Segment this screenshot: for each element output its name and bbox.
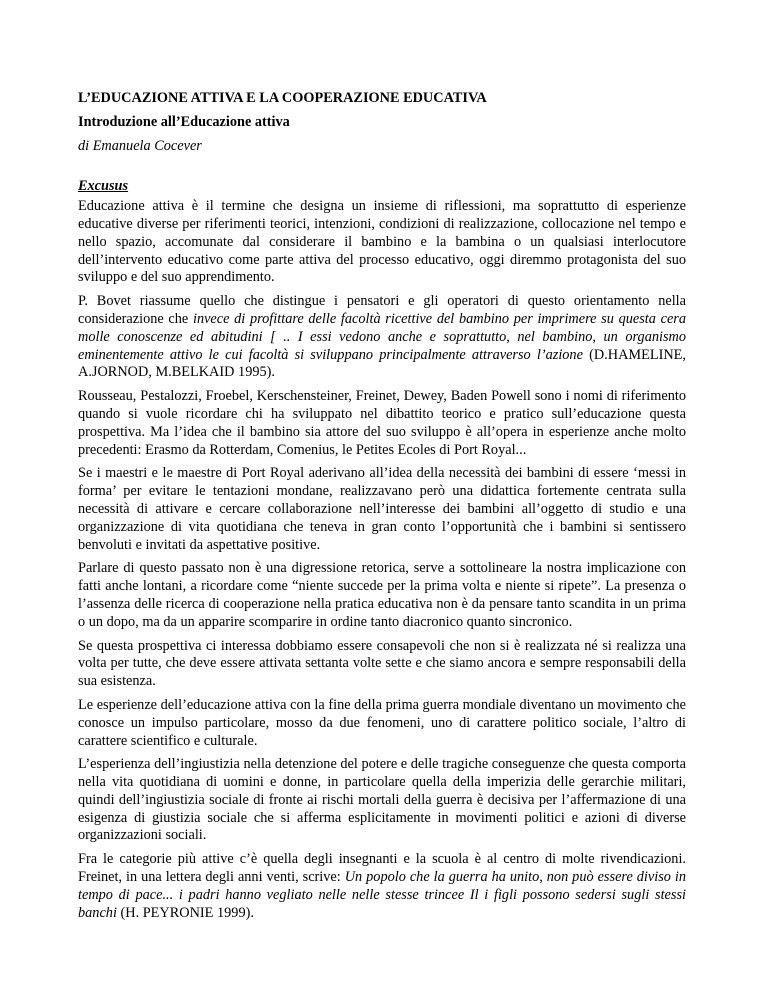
- paragraph-7: Le esperienze dell’educazione attiva con la fine della prima guerra mondiale diventano un movimento che conosce un impulso particolare, mosso da due fenomeni, uno di carattere politico sociale, l’altro di carattere scientifico e culturale.: [78, 696, 686, 749]
- paragraph-2-quote: invece di profittare delle facoltà ricettive del bambino per imprimere su questa cera molle conoscenze ed abitudini [ .. I essi vedono anche e soprattutto, nel bambino, un organismo eminentemente attivo le cui facoltà si sviluppano principalmente attraverso l’azione: [78, 310, 686, 363]
- paragraph-2-citation: (D.HAMELINE, A.JORNOD, M.BELKAID 1995).: [78, 346, 686, 381]
- paragraph-2-text: P. Bovet riassume quello che distingue i pensatori e gli operatori di questo orientamento nella considerazione che: [78, 293, 686, 327]
- author-line: di Emanuela Cocever: [78, 137, 202, 154]
- paragraph-2: [78, 293, 686, 382]
- document-title: L’EDUCAZIONE ATTIVA E LA COOPERAZIONE EDUCATIVA: [78, 90, 487, 106]
- paragraph-8: L’esperienza dell’ingiustizia nella detenzione del potere e delle tragiche conseguenze che questa comporta nella vita quotidiana di uomini e donne, in particolare quella della imperizia delle gerarchie militari, quindi dell’ingiustizia sociale di fronte ai rischi mortali della guerra è decisiva per l’affermazione di una esigenza di giustizia sociale che si afferma esplicitamente in movimenti politici e azioni di diverse organizzazioni sociali.: [78, 756, 686, 844]
- section-heading: Excusus: [78, 178, 129, 195]
- paragraph-9-text: Fra le categorie più attive c’è quella degli insegnanti e la scuola è al centro di molte rivendicazioni. Freinet, in una lettera degli anni venti, scrive:: [78, 851, 686, 886]
- paragraph-1: Educazione attiva è il termine che designa un insieme di riflessioni, ma soprattutto di esperienze educative diverse per riferimenti teorici, intenzioni, condizioni di realizzazione, collocazione nel tempo e nello spazio, accomunate dal considerare il bambino e la bambina o un qualsiasi interlocutore dell’intervento educativo come parte attiva del processo educativo, oggi diremmo protagonista del suo sviluppo e del suo apprendimento.: [78, 198, 686, 286]
- paragraph-4: Se i maestri e le maestre di Port Royal aderivano all’idea della necessità dei bambini di essere ‘messi in forma’ per evitare le tentazioni mondane, realizzavano però una didattica fortemente centrata sulla necessità di attivare e cercare collaborazione nell’interesse dei bambini all’oggetto di studio e una organizzazione di vita quotidiana che teneva in gran conto l’opportunità che i bambini si sentissero benvoluti e invitati da aspettative positive.: [78, 465, 686, 553]
- paragraph-5: Parlare di questo passato non è una digressione retorica, serve a sottolineare la nostra implicazione con fatti anche lontani, a ricordare come “niente succede per la prima volta e niente si ripete”. La presenza o l’assenza delle ricerca di cooperazione nella pratica educativa non è da pensare tanto scandita in un prima o un dopo, ma da un apparire scomparire in ordine tanto diacronico quanto sincronico.: [78, 560, 686, 630]
- document-subtitle: Introduzione all’Educazione attiva: [78, 113, 290, 130]
- paragraph-9: [78, 851, 686, 922]
- paragraph-9-citation: (H. PEYRONIE 1999).: [116, 904, 254, 921]
- paragraph-9-quote: Un popolo che la guerra ha unito, non può essere diviso in tempo di pace... i padri hanno vegliato nelle nelle stesse trincee Il i figli possono sedersi sugli stessi banchi: [78, 869, 686, 921]
- paragraph-6: Se questa prospettiva ci interessa dobbiamo essere consapevoli che non si è realizzata né si realizza una volta per tutte, che deve essere attivata settanta volte sette e che siamo ancora e sempre responsabili della sua esistenza.: [78, 637, 686, 690]
- paragraph-3: Rousseau, Pestalozzi, Froebel, Kerschensteiner, Freinet, Dewey, Baden Powell sono i nomi di riferimento quando si vuole ricordare chi ha sviluppato nel dibattito teorico e pratico sull’educazione questa prospettiva. Ma l’idea che il bambino sia attore del suo sviluppo è all’opera in esperienze anche molto precedenti: Erasmo da Rotterdam, Comenius, le Petites Ecoles di Port Royal...: [78, 388, 686, 458]
